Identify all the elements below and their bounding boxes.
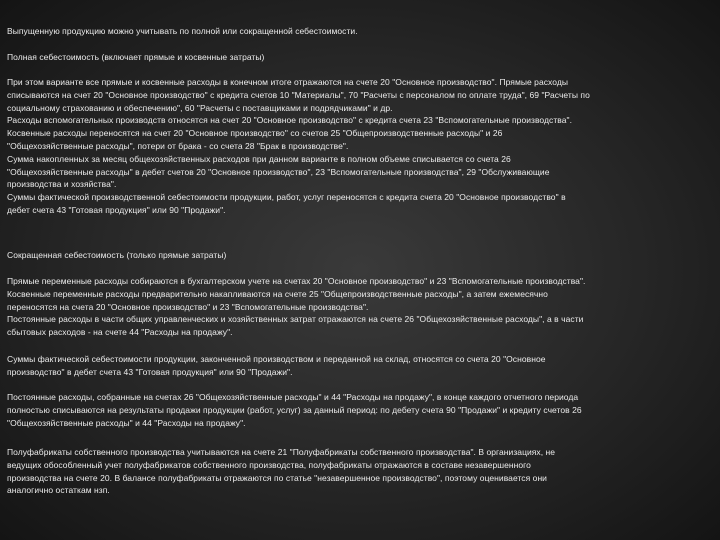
fixed-expenses-paragraph: Постоянные расходы, собранные на счетах 26 "Общехозяйственные расходы" и 44 "Расходы на продажу", в конце каждого отчетного периода полностью списываются на результаты продажи продукции (работ, услуг) за данный период: по дебету счета 90 "Продажи" и кредиту счетов 26 "Общехозяйственные расходы" и 44 "Расходы на продажу". [7,392,582,428]
reduced-cost-description: Прямые переменные расходы собираются в бухгалтерском учете на счетах 20 "Основное производство" и 23 "Вспомогательные производства". Косвенные переменные расходы предварительно накапливаются на счете 25 "Общепроизводственные расходы", а затем ежемесячно переносятся на счета 20 "Основное производство" и 23 "Вспомогательные производства". Постоянные расходы в части общих управленческих и хозяйственных затрат отражаются на счете 26 "Общехозяйственные расходы", а в части сбытовых расходов - на счете 44 "Расходы на продажу". [7,276,586,338]
reduced-cost-heading: Сокращенная себестоимость (только прямые затраты) [7,250,227,260]
full-cost-heading: Полная себестоимость (включает прямые и косвенные затраты) [7,52,265,62]
full-cost-description: При этом варианте все прямые и косвенные расходы в конечном итоге отражаются на счете 20 "Основное производство". Прямые расходы списываются на счет 20 "Основное производство" с кредита счетов 10 "Материалы", 70 "Расчеты с персоналом по оплате труда", 69 "Расчеты по социальному страхованию и обеспечению", 60 "Расчеты с поставщиками и подрядчиками" и др. Расходы вспомогательных производств относятся на счет 20 "Основное производство" с кредита счета 23 "Вспомогательные производства". Косвенные расходы переносятся на счет 20 "Основное производство" со счетов 25 "Общепроизводственные расходы" и 26 "Общехозяйственные расходы", потери от брака - со счета 28 "Брак в производстве". Сумма накопленных за месяц общехозяйственных расходов при данном варианте в полном объеме списывается со счета 26 "Общехозяйственные расходы" в дебет счетов 20 "Основное производство", 23 "Вспомогательные производства", 29 "Обслуживающие производства и хозяйства". Суммы фактической производственной себестоимости продукции, работ, услуг переносятся с кредита счета 20 "Основное производство" в дебет счета 43 "Готовая продукция" или 90 "Продажи". [7,77,590,215]
actual-cost-paragraph: Суммы фактической себестоимости продукции, законченной производством и переданной на склад, относятся со счета 20 "Основное производство" в дебет счета 43 "Готовая продукция" или 90 "Продажи". [7,354,546,377]
semi-finished-paragraph: Полуфабрикаты собственного производства учитываются на счете 21 "Полуфабрикаты собственного производства". В организациях, не ведущих обособленный учет полуфабрикатов собственного производства, полуфабрикаты отражаются в составе незавершенного производства на счете 20. В балансе полуфабрикаты отражаются по статье "незавершенное производство", поэтому оценивается они аналогично остаткам нзп. [7,447,556,496]
intro-text: Выпущенную продукцию можно учитывать по полной или сокращенной себестоимости. [7,26,358,36]
